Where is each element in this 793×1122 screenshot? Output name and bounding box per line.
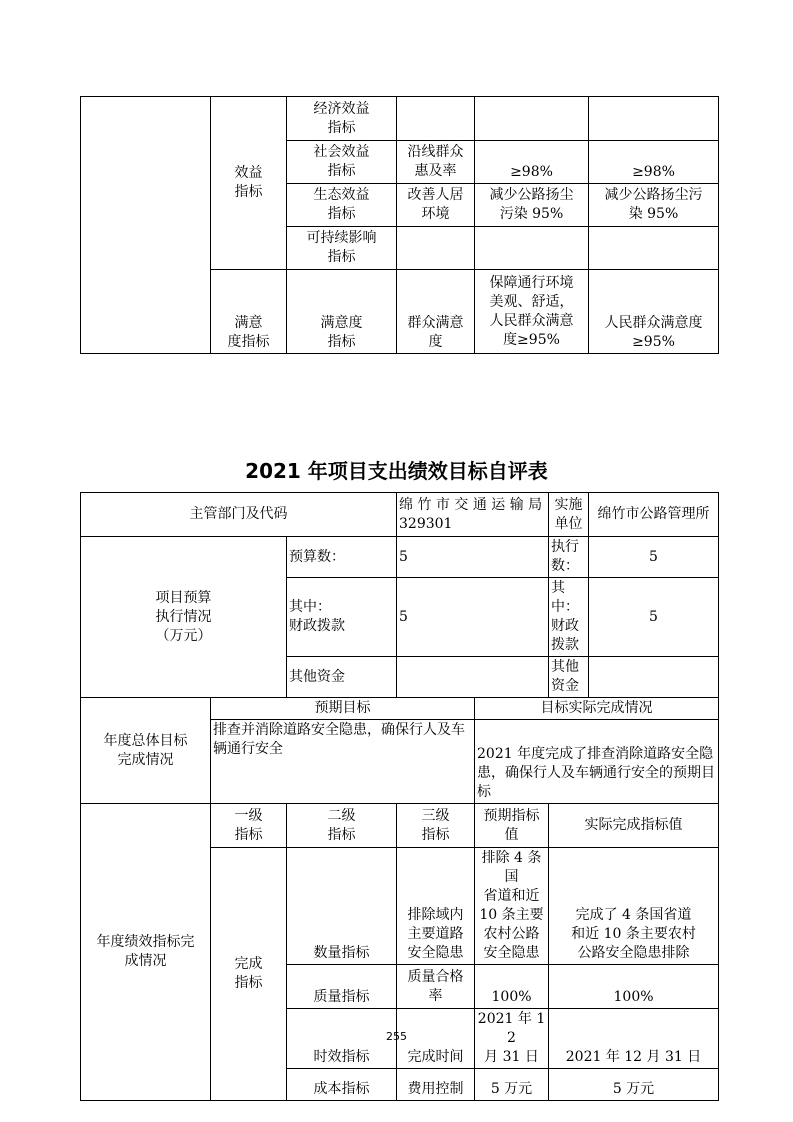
other-funds-exec-label: 其他资金 <box>549 657 589 698</box>
social-actual-value: ≥98% <box>589 141 719 184</box>
expected-goal: 排查并消除道路安全隐患，确保行人及车辆通行安全 <box>211 720 475 804</box>
empty-cell <box>397 227 475 270</box>
impl-value: 绵竹市公路管理所 <box>589 493 719 537</box>
row-l3: 排除域内 主要道路 安全隐患 <box>397 848 475 965</box>
perf-label: 年度绩效指标完 成情况 <box>81 804 211 1101</box>
budget-amount: 5 <box>397 537 549 578</box>
satisfaction-actual: 人民群众满意度 ≥95% <box>589 270 719 354</box>
of-which-label: 其中： 财政拨款 <box>287 578 397 657</box>
exec-amount: 5 <box>589 537 719 578</box>
satisfaction-l1: 满意 度指标 <box>211 270 287 354</box>
social-l3-indicator: 沿线群众 惠及率 <box>397 141 475 184</box>
satisfaction-expected: 保障通行环境 美观、舒适， 人民群众满意 度≥95% <box>475 270 589 354</box>
empty-cell <box>475 227 589 270</box>
row-actual: 完成了 4 条国省道 和近 10 条主要农村 公路安全隐患排除 <box>549 848 719 965</box>
other-funds-budget <box>397 657 549 698</box>
header-l3: 三级 指标 <box>397 804 475 848</box>
row-expected: 100% <box>475 965 549 1009</box>
satisfaction-l3: 群众满意 度 <box>397 270 475 354</box>
row-l2: 质量指标 <box>287 965 397 1009</box>
annual-goal-label: 年度总体目标 完成情况 <box>81 698 211 804</box>
row-actual: 100% <box>549 965 719 1009</box>
row-l2: 数量指标 <box>287 848 397 965</box>
actual-goal: 2021 年度完成了排查消除道路安全隐患，确保行人及车辆通行安全的预期目标 <box>475 720 719 804</box>
row-l3: 完成时间 <box>397 1009 475 1069</box>
row-expected: 排除 4 条国 省道和近 10 条主要 农村公路 安全隐患 <box>475 848 549 965</box>
page-number: 255 <box>386 1030 407 1043</box>
row-expected: 5 万元 <box>475 1069 549 1101</box>
social-benefit-indicator: 社会效益 指标 <box>287 141 397 184</box>
row-l3: 费用控制 <box>397 1069 475 1101</box>
expected-goal-header: 预期目标 <box>211 698 475 720</box>
benefit-category: 效益 指标 <box>211 97 287 270</box>
header-expected: 预期指标 值 <box>475 804 549 848</box>
of-which-budget: 5 <box>397 578 549 657</box>
economic-benefit-indicator: 经济效益 指标 <box>287 97 397 141</box>
other-funds-exec <box>589 657 719 698</box>
blank-cell <box>81 97 211 354</box>
row-l2: 成本指标 <box>287 1069 397 1101</box>
other-funds-label: 其他资金 <box>287 657 397 698</box>
completion-label: 完成 指标 <box>211 848 287 1101</box>
eco-expected-value: 减少公路扬尘 污染 95% <box>475 184 589 227</box>
actual-goal-header: 目标实际完成情况 <box>475 698 719 720</box>
budget-label: 项目预算 执行情况 （万元） <box>81 537 287 698</box>
dept-value: 绵 竹 市 交 通 运 输 局 329301 <box>397 493 549 537</box>
empty-cell <box>397 97 475 141</box>
row-expected: 2021 年 12 月 31 日 <box>475 1009 549 1069</box>
eco-benefit-indicator: 生态效益 指标 <box>287 184 397 227</box>
satisfaction-l2: 满意度 指标 <box>287 270 397 354</box>
budget-amount-label: 预算数： <box>287 537 397 578</box>
header-l2: 二级 指标 <box>287 804 397 848</box>
row-l3: 质量合格 率 <box>397 965 475 1009</box>
row-l2: 时效指标 <box>287 1009 397 1069</box>
sustainable-indicator: 可持续影响 指标 <box>287 227 397 270</box>
benefit-indicator-table <box>80 96 719 354</box>
impl-label: 实施单位 <box>549 493 589 537</box>
header-actual: 实际完成指标值 <box>549 804 719 848</box>
dept-label: 主管部门及代码 <box>81 493 397 537</box>
empty-cell <box>589 227 719 270</box>
of-which-exec-label: 其中： 财政拨款 <box>549 578 589 657</box>
evaluation-table <box>80 492 719 1101</box>
empty-cell <box>475 97 589 141</box>
page-title: 2021 年项目支出绩效目标自评表 <box>245 459 548 483</box>
empty-cell <box>589 97 719 141</box>
of-which-exec: 5 <box>589 578 719 657</box>
row-actual: 2021 年 12 月 31 日 <box>549 1009 719 1069</box>
row-actual: 5 万元 <box>549 1069 719 1101</box>
header-l1: 一级 指标 <box>211 804 287 848</box>
social-expected-value: ≥98% <box>475 141 589 184</box>
eco-actual-value: 减少公路扬尘污 染 95% <box>589 184 719 227</box>
exec-amount-label: 执行数： <box>549 537 589 578</box>
eco-l3-indicator: 改善人居 环境 <box>397 184 475 227</box>
